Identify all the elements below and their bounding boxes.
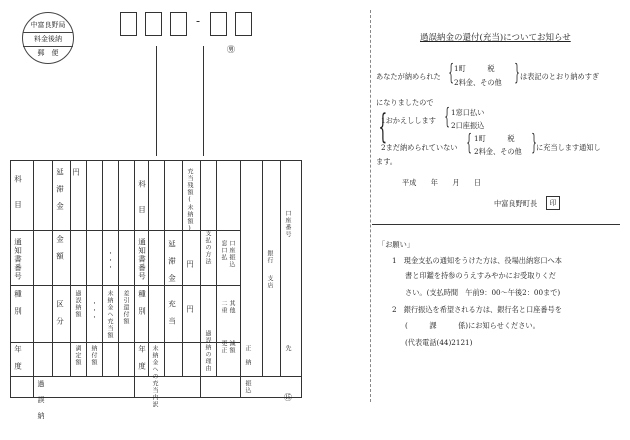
brace-4-right: } [531, 131, 537, 156]
row-applied: 未納金へ充当額 [106, 290, 113, 339]
perforation-line [370, 10, 371, 402]
table-vline-4 [86, 160, 87, 376]
table-vline-13 [240, 160, 241, 398]
request-title: 「お願い」 [378, 240, 414, 249]
request-1-line2: 書と印鑑を持参のうえすみやかにお受取りくだ [405, 271, 556, 280]
brace-1-right: } [514, 61, 520, 86]
section-reason: 過誤納の理由 [204, 330, 211, 372]
unit-yen-2: 円 [185, 260, 195, 269]
table-vline-15 [280, 160, 281, 376]
request-1-line1: 1 現金支払の通知をうけた方は、役場出納窓口へ本 [392, 256, 562, 265]
table-vline-3 [70, 160, 71, 376]
notice-title: 過誤納金の還付(充当)についてお知らせ [420, 33, 571, 43]
return-addr-mark: ㊚ [227, 45, 235, 54]
header-subject-2: 科 目 [137, 180, 147, 214]
table-vline-8 [148, 160, 149, 376]
notice-line4-opt1: 1町 税 [474, 134, 515, 143]
notice-line1-opt2: 2料金、その他 [454, 78, 502, 87]
unit-yen-3: 円 [185, 305, 195, 314]
zip-dash: - [196, 14, 201, 28]
brace-2-left: { [378, 107, 388, 147]
reason-reduction: 減額 [228, 340, 235, 354]
header-subject: 科 目 [13, 175, 23, 209]
label-remaining: 充当残額(未納額) [186, 168, 193, 233]
postage-stamp [22, 12, 74, 64]
row-overpaid: 過誤納額 [74, 290, 81, 318]
table-hline-2 [10, 285, 240, 286]
table-vline-12 [216, 160, 217, 376]
section-payment: 支払の方法 [204, 230, 211, 265]
notice-date: 平成 年 月 日 [402, 178, 482, 187]
stamp-line-2: 料金後納 [23, 32, 73, 47]
zip-box-1[interactable] [120, 12, 137, 36]
table-vline-1 [33, 160, 34, 398]
pay-counter: 窓口払 [220, 240, 227, 261]
label-bank: 銀行 [266, 250, 273, 264]
table-vline-5 [102, 160, 103, 376]
row-paid: 納付額 [90, 345, 97, 366]
notice-divider [372, 224, 620, 225]
header-notice-no-2: 通知書番号 [137, 238, 147, 281]
table-vline-10 [182, 160, 183, 376]
zip-box-3[interactable] [170, 12, 187, 36]
table-vline-6 [118, 160, 119, 376]
label-amount: 金 額 [55, 235, 65, 261]
dots-1: ・・・ [90, 300, 97, 321]
zip-box-2[interactable] [145, 12, 162, 36]
table-vline-2 [52, 160, 53, 376]
label-late-fee-right: 延 滞 金 [167, 240, 177, 283]
label-late-fee-left: 延 滞 金 [55, 168, 65, 211]
header-year-2: 年 度 [137, 345, 147, 371]
zip-box-4[interactable] [210, 12, 227, 36]
notice-line1-post: は表記のとおり納めすぎ [520, 72, 600, 81]
label-branch: 支店 [266, 275, 273, 289]
notice-line4-post: に充当します通知し [536, 143, 601, 152]
address-line-1 [156, 46, 157, 156]
request-2-line1: 2 銀行振込を希望される方は、銀行名と口座番号を [392, 305, 562, 314]
label-transfer-dest: 先 [284, 345, 291, 352]
row-assessed: 調定額 [74, 345, 81, 366]
notice-line1-pre: あなたが納められた [376, 72, 441, 81]
reason-other: 其他 [228, 300, 235, 314]
zip-box-5[interactable] [235, 12, 252, 36]
notice-line5: ます。 [376, 157, 397, 166]
table-vline-7 [134, 160, 135, 398]
notice-line3-opt1: 1窓口払い [451, 108, 485, 117]
reason-correction: 更正 [220, 340, 227, 354]
request-1-line3: さい。(支払時間 午前9：00〜午後2：00まで) [405, 288, 561, 297]
unit-yen-1: 円 [71, 168, 81, 177]
stamp-line-1: 中富良野局 [30, 21, 66, 29]
request-2-line3: (代表電話(44)2121) [405, 338, 473, 347]
row-refund: 差引還付額 [122, 290, 129, 325]
section-overpaid: 過 誤 納 [37, 380, 45, 420]
brace-1-left: { [448, 61, 454, 86]
label-account-no: 口座番号 [284, 210, 291, 238]
label-apply: 充 当 [167, 300, 177, 326]
notice-line4-pre: 2まだ納められていない [381, 143, 458, 152]
dots-2: ・・・ [106, 250, 113, 271]
reason-double: 二重 [220, 300, 227, 314]
header-year: 年 度 [13, 345, 23, 371]
request-2-line2: ( 課 係)にお知らせください。 [405, 321, 540, 330]
header-type-2: 種 別 [137, 290, 147, 316]
table-vline-11 [200, 160, 201, 398]
header-notice-no: 通知書番号 [13, 238, 23, 281]
notice-line4-opt2: 2料金、その他 [474, 147, 522, 156]
notice-line1-opt1: 1町 税 [454, 64, 495, 73]
label-transfer-to: 振込 [244, 380, 251, 394]
address-line-2 [203, 46, 204, 156]
notice-seal: 印 [546, 196, 560, 210]
label-correct-payment: 正 納 [244, 345, 251, 366]
brace-3-left: { [444, 105, 450, 130]
notice-issuer: 中富良野町長 [494, 199, 538, 208]
notice-line3-pre: 1おかえしします [381, 116, 436, 125]
table-vline-14 [262, 160, 263, 376]
notice-line3-opt2: 2口座振込 [451, 121, 485, 130]
table-hline-top [10, 160, 302, 161]
stamp-line-3: 郵 便 [37, 49, 59, 57]
header-type: 種 別 [13, 290, 23, 316]
total-mark: ⑮ [284, 393, 292, 402]
pay-transfer: 口座振込 [228, 240, 235, 268]
notice-line2: になりましたので [376, 98, 434, 107]
section-applied-breakdown: 未納金への充当内訳 [151, 345, 158, 408]
table-vline-9 [164, 160, 165, 376]
brace-4-left: { [466, 131, 472, 156]
label-category: 区 分 [55, 300, 65, 326]
